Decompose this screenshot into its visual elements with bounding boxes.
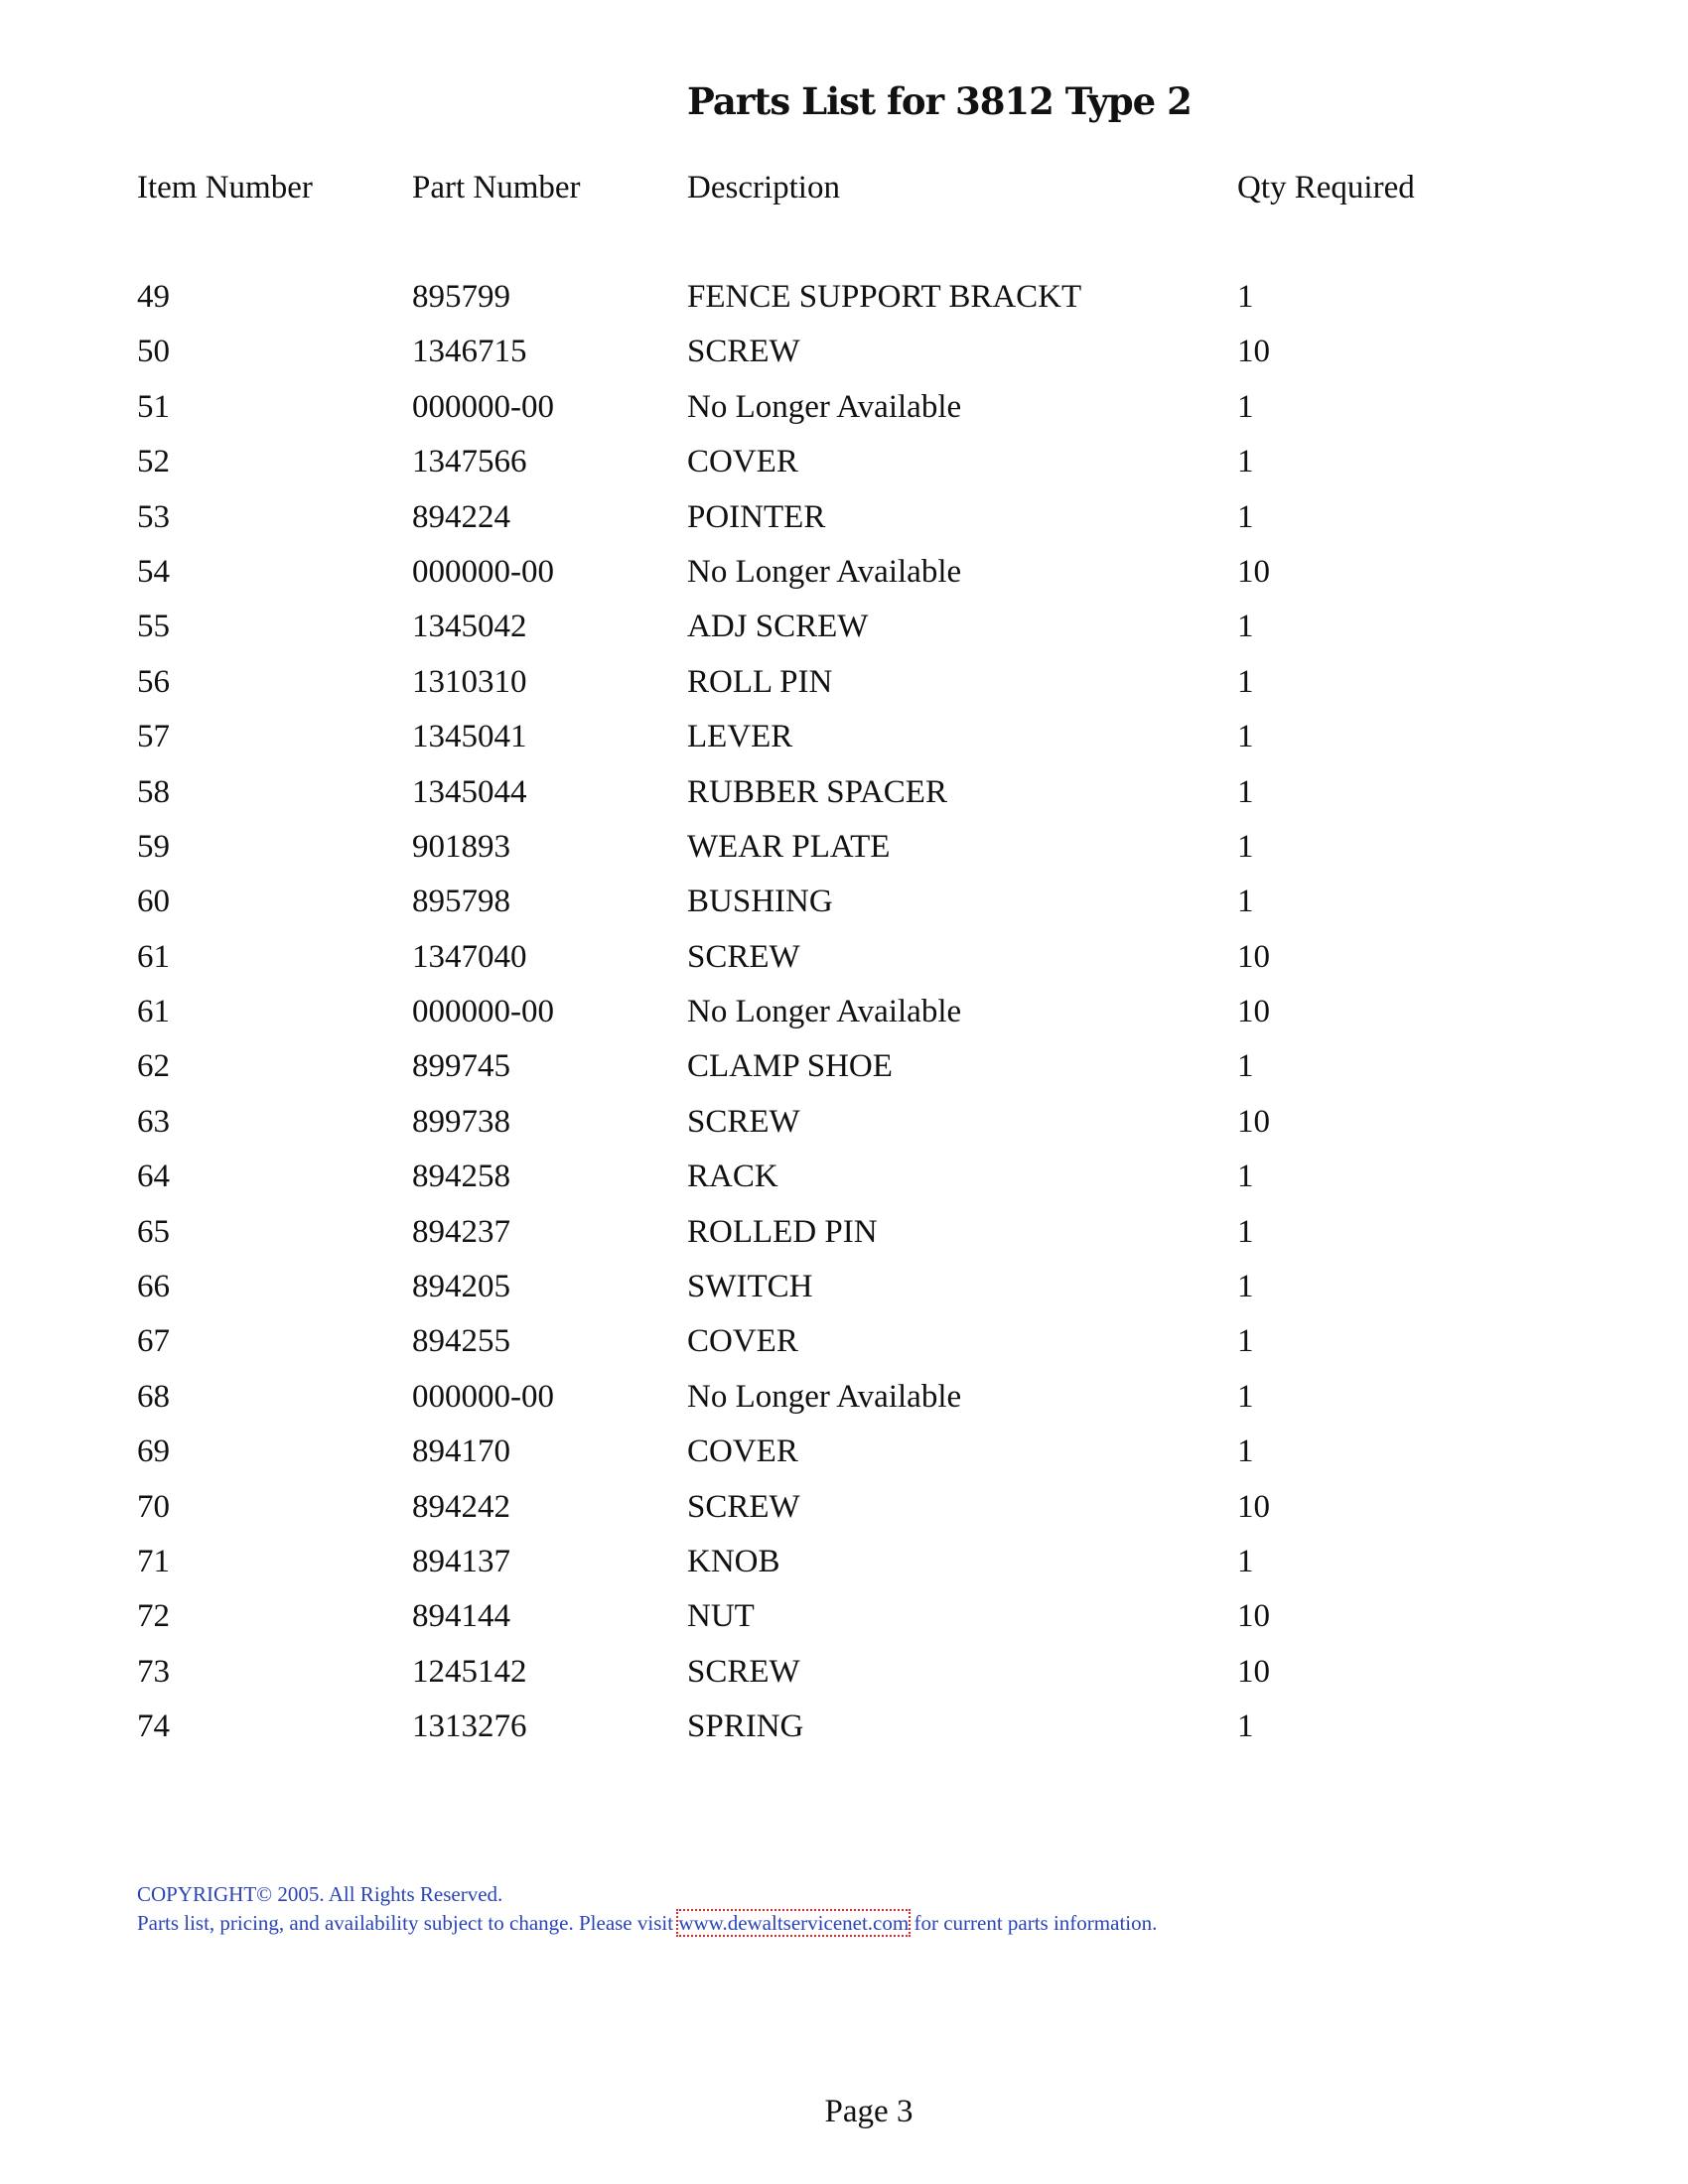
cell-item-number: 65 (137, 1213, 170, 1250)
page-title: Parts List for 3812 Type 2 (687, 79, 1192, 123)
cell-description: SCREW (687, 1103, 800, 1140)
page-number: Page 3 (824, 2094, 914, 2129)
cell-qty-required: 1 (1237, 279, 1254, 315)
cell-item-number: 63 (137, 1103, 170, 1140)
cell-part-number: 894137 (412, 1543, 510, 1579)
cell-qty-required: 1 (1237, 1269, 1254, 1305)
table-row (0, 1264, 1688, 1318)
cell-part-number: 1245142 (412, 1653, 527, 1690)
cell-item-number: 51 (137, 388, 170, 425)
cell-qty-required: 1 (1237, 1213, 1254, 1250)
cell-part-number: 899738 (412, 1103, 510, 1140)
cell-item-number: 56 (137, 663, 170, 700)
cell-qty-required: 1 (1237, 663, 1254, 700)
cell-qty-required: 1 (1237, 609, 1254, 645)
cell-part-number: 1345041 (412, 719, 527, 755)
column-header-item-number: Item Number (137, 170, 313, 205)
cell-qty-required: 1 (1237, 1048, 1254, 1085)
cell-part-number: 894242 (412, 1488, 510, 1525)
cell-qty-required: 1 (1237, 773, 1254, 810)
cell-qty-required: 10 (1237, 553, 1270, 590)
cell-part-number: 1345044 (412, 773, 527, 810)
cell-qty-required: 10 (1237, 1488, 1270, 1525)
table-row (0, 824, 1688, 879)
cell-item-number: 70 (137, 1488, 170, 1525)
cell-description: FENCE SUPPORT BRACKT (687, 279, 1082, 315)
cell-description: LEVER (687, 719, 793, 755)
cell-description: COVER (687, 1433, 798, 1470)
cell-description: BUSHING (687, 884, 833, 920)
cell-qty-required: 10 (1237, 1653, 1270, 1690)
cell-part-number: 894255 (412, 1323, 510, 1360)
table-row (0, 1209, 1688, 1264)
table-row (0, 714, 1688, 768)
cell-qty-required: 1 (1237, 719, 1254, 755)
cell-description: COVER (687, 444, 798, 480)
table-row (0, 1539, 1688, 1593)
cell-description: RUBBER SPACER (687, 773, 947, 810)
cell-qty-required: 1 (1237, 498, 1254, 535)
table-row (0, 274, 1688, 329)
cell-description: ROLLED PIN (687, 1213, 878, 1250)
cell-description: No Longer Available (687, 1378, 962, 1415)
column-header-part-number: Part Number (412, 170, 581, 205)
table-row (0, 604, 1688, 658)
cell-item-number: 68 (137, 1378, 170, 1415)
table-row (0, 1429, 1688, 1483)
cell-qty-required: 1 (1237, 1433, 1254, 1470)
table-row (0, 1374, 1688, 1429)
cell-part-number: 1310310 (412, 663, 527, 700)
cell-item-number: 60 (137, 884, 170, 920)
table-row (0, 769, 1688, 824)
table-row (0, 1099, 1688, 1154)
cell-item-number: 73 (137, 1653, 170, 1690)
cell-description: COVER (687, 1323, 798, 1360)
cell-qty-required: 10 (1237, 938, 1270, 975)
cell-item-number: 71 (137, 1543, 170, 1579)
cell-description: CLAMP SHOE (687, 1048, 893, 1085)
cell-item-number: 62 (137, 1048, 170, 1085)
table-row (0, 549, 1688, 604)
cell-item-number: 61 (137, 938, 170, 975)
cell-qty-required: 10 (1237, 994, 1270, 1030)
cell-part-number: 000000-00 (412, 1378, 554, 1415)
cell-description: SCREW (687, 334, 800, 370)
parts-table-body (0, 274, 1688, 1759)
cell-description: SCREW (687, 1653, 800, 1690)
cell-part-number: 894144 (412, 1598, 510, 1635)
cell-item-number: 66 (137, 1269, 170, 1305)
cell-item-number: 58 (137, 773, 170, 810)
cell-part-number: 894205 (412, 1269, 510, 1305)
table-row (0, 659, 1688, 714)
dewalt-service-link[interactable]: www.dewaltservicenet.com (678, 1911, 910, 1935)
table-row (0, 1704, 1688, 1758)
cell-qty-required: 10 (1237, 334, 1270, 370)
cell-qty-required: 1 (1237, 1543, 1254, 1579)
cell-item-number: 55 (137, 609, 170, 645)
cell-qty-required: 1 (1237, 828, 1254, 865)
cell-description: SWITCH (687, 1269, 813, 1305)
cell-qty-required: 10 (1237, 1103, 1270, 1140)
cell-part-number: 000000-00 (412, 553, 554, 590)
table-row (0, 1484, 1688, 1539)
table-row (0, 1593, 1688, 1648)
table-row (0, 879, 1688, 933)
table-row (0, 329, 1688, 383)
cell-description: No Longer Available (687, 994, 962, 1030)
cell-qty-required: 1 (1237, 1378, 1254, 1415)
cell-description: No Longer Available (687, 553, 962, 590)
cell-item-number: 52 (137, 444, 170, 480)
cell-description: POINTER (687, 498, 826, 535)
cell-part-number: 000000-00 (412, 388, 554, 425)
cell-part-number: 1346715 (412, 334, 527, 370)
table-header (0, 165, 1688, 210)
cell-item-number: 74 (137, 1708, 170, 1745)
cell-qty-required: 1 (1237, 884, 1254, 920)
column-header-description: Description (687, 170, 840, 205)
cell-description: ROLL PIN (687, 663, 833, 700)
cell-part-number: 901893 (412, 828, 510, 865)
cell-item-number: 49 (137, 279, 170, 315)
cell-qty-required: 1 (1237, 1708, 1254, 1745)
cell-item-number: 50 (137, 334, 170, 370)
cell-part-number: 895799 (412, 279, 510, 315)
cell-qty-required: 1 (1237, 444, 1254, 480)
cell-item-number: 64 (137, 1159, 170, 1195)
cell-item-number: 53 (137, 498, 170, 535)
copyright-notice: COPYRIGHT© 2005. All Rights Reserved. (137, 1882, 503, 1906)
cell-item-number: 72 (137, 1598, 170, 1635)
table-row (0, 1154, 1688, 1208)
cell-item-number: 57 (137, 719, 170, 755)
cell-description: No Longer Available (687, 388, 962, 425)
cell-part-number: 895798 (412, 884, 510, 920)
cell-item-number: 69 (137, 1433, 170, 1470)
cell-description: SCREW (687, 1488, 800, 1525)
cell-item-number: 61 (137, 994, 170, 1030)
notice-text-before: Parts list, pricing, and availability subject to change. Please visit (137, 1911, 679, 1935)
cell-qty-required: 1 (1237, 1159, 1254, 1195)
cell-item-number: 54 (137, 553, 170, 590)
cell-item-number: 67 (137, 1323, 170, 1360)
cell-item-number: 59 (137, 828, 170, 865)
table-row (0, 1043, 1688, 1098)
cell-part-number: 000000-00 (412, 994, 554, 1030)
cell-part-number: 1313276 (412, 1708, 527, 1745)
footer (137, 1880, 1587, 1938)
table-row (0, 989, 1688, 1043)
cell-part-number: 894237 (412, 1213, 510, 1250)
cell-part-number: 894224 (412, 498, 510, 535)
cell-qty-required: 1 (1237, 388, 1254, 425)
table-row (0, 1318, 1688, 1373)
cell-part-number: 894170 (412, 1433, 510, 1470)
table-row (0, 494, 1688, 549)
cell-part-number: 1347040 (412, 938, 527, 975)
cell-part-number: 1345042 (412, 609, 527, 645)
cell-description: RACK (687, 1159, 778, 1195)
cell-part-number: 1347566 (412, 444, 527, 480)
column-header-qty-required: Qty Required (1237, 170, 1415, 205)
cell-description: ADJ SCREW (687, 609, 869, 645)
table-row (0, 439, 1688, 493)
cell-description: KNOB (687, 1543, 780, 1579)
cell-description: SPRING (687, 1708, 804, 1745)
table-row (0, 384, 1688, 439)
cell-part-number: 894258 (412, 1159, 510, 1195)
cell-qty-required: 10 (1237, 1598, 1270, 1635)
cell-description: WEAR PLATE (687, 828, 891, 865)
cell-qty-required: 1 (1237, 1323, 1254, 1360)
table-row (0, 934, 1688, 989)
cell-part-number: 899745 (412, 1048, 510, 1085)
table-row (0, 1649, 1688, 1704)
cell-description: SCREW (687, 938, 800, 975)
availability-notice (137, 1909, 1587, 1938)
cell-description: NUT (687, 1598, 755, 1635)
notice-text-after: for current parts information. (909, 1911, 1158, 1935)
